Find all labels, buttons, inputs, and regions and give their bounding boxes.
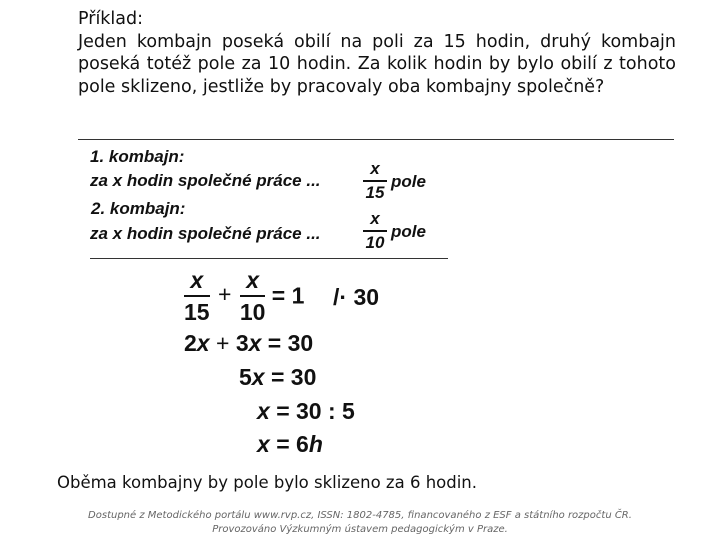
divider-table (90, 258, 448, 259)
kombajn2-unit: pole (391, 222, 426, 241)
problem-title: Příklad: (78, 9, 144, 29)
problem-text: Jeden kombajn poseká obilí na poli za 15 hodin, druhý kombajn poseká totéž pole za 10 hodin. Za kolik hodin by bylo obilí z tohoto pole sklizeno, jestliže by pracovaly oba kombajny společně? (78, 31, 676, 97)
problem-statement (78, 8, 676, 98)
eq1-plus: + (217, 280, 232, 307)
kombajn2-desc: za x hodin společné práce ... (90, 224, 321, 243)
equation-5: x = 6h (257, 431, 323, 457)
equation-1 (184, 268, 304, 324)
footer-line-1: Dostupné z Metodického portálu www.rvp.cz, ISSN: 1802-4785, financovaného z ESF a státního rozpočtu ČR. (88, 510, 632, 521)
kombajn2-frac-bar (363, 230, 387, 232)
footer-line-2: Provozováno Výzkumným ústavem pedagogickým v Praze. (212, 524, 508, 535)
kombajn1-frac-num: x (370, 159, 380, 178)
kombajn1-desc: za x hodin společné práce ... (90, 171, 321, 190)
equation-4: x = 30 : 5 (257, 398, 355, 424)
kombajn1-frac-bar (363, 180, 387, 182)
eq1-fraction-1: $\frac{x}{15}$ (184, 267, 210, 325)
kombajn2-label: 2. kombajn: (91, 199, 186, 218)
eq1-fraction-2: $\frac{x}{10}$ (239, 267, 266, 325)
equation-2: 2x + 3x = 30 (184, 330, 314, 356)
equation-3: 5x = 30 (239, 364, 317, 390)
kombajn1-label: 1. kombajn: (90, 147, 185, 166)
kombajn1-fraction (363, 160, 387, 202)
eq1-rhs: = 1 (271, 282, 305, 309)
kombajn2-frac-num: x (370, 209, 380, 228)
kombajn1-unit: pole (391, 172, 426, 191)
divider-top (78, 139, 674, 140)
kombajn2-fraction (363, 210, 387, 252)
eq1-operation-note: /· 30 (333, 284, 380, 310)
answer-text: Oběma kombajny by pole bylo sklizeno za 6 hodin. (57, 473, 478, 492)
kombajn2-frac-den: 10 (365, 232, 385, 252)
kombajn1-frac-den: 15 (365, 182, 385, 202)
